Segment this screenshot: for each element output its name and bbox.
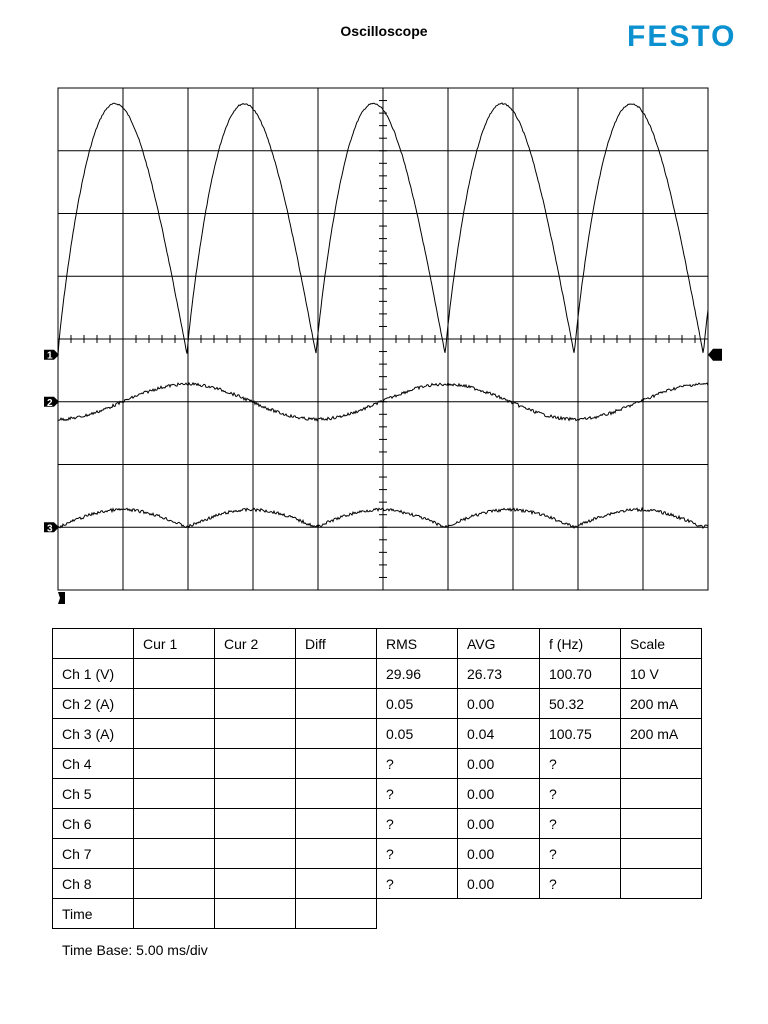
table-cell: ? (540, 779, 621, 809)
channel-label: Ch 5 (53, 779, 134, 809)
channel-marker-2 (44, 397, 59, 409)
channel-label: Ch 1 (V) (53, 659, 134, 689)
table-row (53, 719, 702, 749)
table-cell: ? (377, 839, 458, 869)
table-cell: 100.75 (540, 719, 621, 749)
trigger-level-marker (708, 349, 722, 361)
table-cell (134, 689, 215, 719)
table-cell (296, 809, 377, 839)
table-cell: 0.00 (458, 869, 540, 899)
table-header-cell: RMS (377, 629, 458, 659)
table-header-cell: Cur 1 (134, 629, 215, 659)
table-cell (621, 869, 702, 899)
table-cell: 0.05 (377, 719, 458, 749)
table-empty-cell (540, 899, 621, 929)
table-cell: ? (540, 809, 621, 839)
table-cell (215, 749, 296, 779)
table-empty-cell (377, 899, 458, 929)
table-cell (134, 749, 215, 779)
table-cell (296, 689, 377, 719)
table-empty-cell (458, 899, 540, 929)
table-row (53, 839, 702, 869)
channel-label: Ch 3 (A) (53, 719, 134, 749)
channel-label: Ch 6 (53, 809, 134, 839)
table-cell (215, 719, 296, 749)
table-cell: 0.00 (458, 809, 540, 839)
table-cell (621, 749, 702, 779)
table-cell (215, 689, 296, 719)
table-cell (215, 779, 296, 809)
table-cell (134, 659, 215, 689)
channel-label: Ch 8 (53, 869, 134, 899)
table-cell: 0.04 (458, 719, 540, 749)
trigger-position-marker (58, 592, 65, 604)
table-cell: 29.96 (377, 659, 458, 689)
table-cell (296, 899, 377, 929)
time-base-label: Time Base: 5.00 ms/div (62, 942, 208, 958)
table-cell (215, 839, 296, 869)
table-cell: ? (377, 779, 458, 809)
table-header-cell: Cur 2 (215, 629, 296, 659)
table-cell (296, 659, 377, 689)
table-cell (134, 869, 215, 899)
table-cell: ? (540, 869, 621, 899)
table-cell (134, 809, 215, 839)
table-cell: 0.05 (377, 689, 458, 719)
table-cell: 100.70 (540, 659, 621, 689)
time-row-label: Time (53, 899, 134, 929)
page-title: Oscilloscope (340, 23, 428, 39)
table-cell (296, 749, 377, 779)
channel-label: Ch 2 (A) (53, 689, 134, 719)
table-cell (215, 659, 296, 689)
table-cell (296, 779, 377, 809)
table-cell: ? (540, 749, 621, 779)
table-cell (215, 899, 296, 929)
table-cell: 0.00 (458, 749, 540, 779)
table-cell (621, 809, 702, 839)
table-row (53, 869, 702, 899)
table-header-cell: Diff (296, 629, 377, 659)
table-row-time (53, 899, 702, 929)
channel-marker-3 (44, 522, 59, 534)
table-cell: 200 mA (621, 719, 702, 749)
table-header-cell: AVG (458, 629, 540, 659)
table-cell (134, 779, 215, 809)
table-cell: 0.00 (458, 689, 540, 719)
table-cell: 26.73 (458, 659, 540, 689)
channel-label: Ch 4 (53, 749, 134, 779)
table-row (53, 689, 702, 719)
table-row (53, 659, 702, 689)
channel-marker-label: 2 (47, 397, 53, 409)
table-cell (215, 809, 296, 839)
table-cell (134, 839, 215, 869)
table-cell: ? (540, 839, 621, 869)
table-cell: 50.32 (540, 689, 621, 719)
table-cell: ? (377, 809, 458, 839)
channel-label: Ch 7 (53, 839, 134, 869)
table-cell: 0.00 (458, 839, 540, 869)
table-cell: ? (377, 869, 458, 899)
table-cell: 200 mA (621, 689, 702, 719)
table-header-row (53, 629, 702, 659)
table-cell (215, 869, 296, 899)
table-cell (621, 839, 702, 869)
festo-logo: FESTO (627, 20, 737, 53)
table-empty-cell (621, 899, 702, 929)
table-cell (296, 719, 377, 749)
table-header-cell: f (Hz) (540, 629, 621, 659)
table-cell (134, 719, 215, 749)
table-cell: 10 V (621, 659, 702, 689)
table-cell: 0.00 (458, 779, 540, 809)
channel-marker-1 (44, 350, 59, 362)
table-cell (621, 779, 702, 809)
table-cell (296, 839, 377, 869)
table-row (53, 779, 702, 809)
channel-marker-label: 3 (47, 523, 53, 535)
table-header-cell (53, 629, 134, 659)
table-cell: ? (377, 749, 458, 779)
measurement-table (52, 628, 702, 929)
table-row (53, 749, 702, 779)
table-header-cell: Scale (621, 629, 702, 659)
channel-marker-label: 1 (47, 350, 53, 362)
table-row (53, 809, 702, 839)
table-cell (296, 869, 377, 899)
table-cell (134, 899, 215, 929)
